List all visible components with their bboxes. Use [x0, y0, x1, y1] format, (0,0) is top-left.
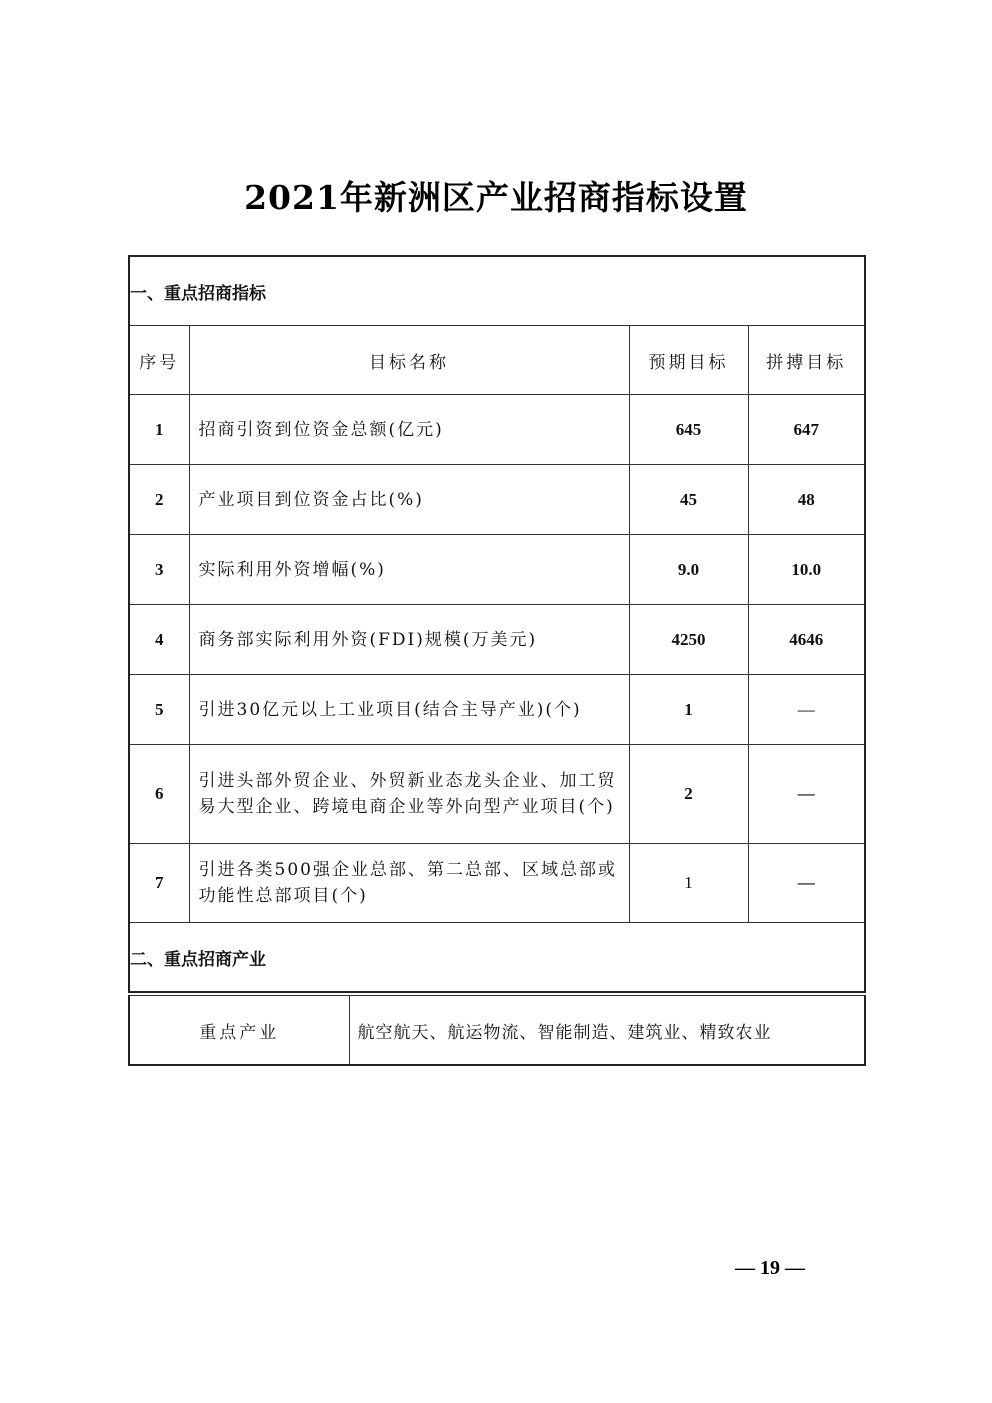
column-header-name: 目标名称 — [189, 326, 629, 395]
row-no: 1 — [129, 395, 189, 465]
table-row — [129, 844, 865, 923]
page-number: — 19 — — [735, 1257, 805, 1279]
table-row — [129, 395, 865, 465]
row-no: 4 — [129, 605, 189, 675]
column-header-no: 序号 — [129, 326, 189, 395]
table-header-row — [129, 326, 865, 395]
row-expected: 45 — [629, 465, 748, 535]
table-row — [129, 605, 865, 675]
industry-table — [128, 995, 866, 1066]
row-expected: 645 — [629, 395, 748, 465]
row-expected: 9.0 — [629, 535, 748, 605]
row-name: 引进头部外贸企业、外贸新业态龙头企业、加工贸易大型企业、跨境电商企业等外向型产业项目(个) — [189, 745, 629, 844]
row-no: 3 — [129, 535, 189, 605]
table-row — [129, 745, 865, 844]
section1-heading: 一、重点招商指标 — [129, 256, 865, 326]
row-no: 7 — [129, 844, 189, 923]
row-stretch: 4646 — [748, 605, 865, 675]
row-stretch: 10.0 — [748, 535, 865, 605]
row-no: 5 — [129, 675, 189, 745]
row-name: 引进30亿元以上工业项目(结合主导产业)(个) — [189, 675, 629, 745]
key-industry-label: 重点产业 — [129, 996, 349, 1066]
row-name: 产业项目到位资金占比(%) — [189, 465, 629, 535]
section2-heading: 二、重点招商产业 — [129, 923, 865, 992]
column-header-stretch: 拼搏目标 — [748, 326, 865, 395]
row-stretch: 647 — [748, 395, 865, 465]
row-no: 6 — [129, 745, 189, 844]
row-name: 商务部实际利用外资(FDI)规模(万美元) — [189, 605, 629, 675]
table-row — [129, 465, 865, 535]
row-stretch: 48 — [748, 465, 865, 535]
row-stretch: — — [748, 844, 865, 923]
table-row — [129, 535, 865, 605]
row-no: 2 — [129, 465, 189, 535]
key-industry-row — [129, 996, 865, 1066]
row-name: 招商引资到位资金总额(亿元) — [189, 395, 629, 465]
row-stretch: — — [748, 675, 865, 745]
row-stretch: — — [748, 745, 865, 844]
row-expected: 4250 — [629, 605, 748, 675]
section1-heading-row — [129, 256, 865, 326]
indicator-table — [128, 255, 866, 993]
section2-heading-row — [129, 923, 865, 992]
document-title: 2021年新洲区产业招商指标设置 — [244, 178, 748, 217]
column-header-expected: 预期目标 — [629, 326, 748, 395]
row-name: 引进各类500强企业总部、第二总部、区域总部或功能性总部项目(个) — [189, 844, 629, 923]
row-expected: 1 — [629, 844, 748, 923]
row-expected: 1 — [629, 675, 748, 745]
row-name: 实际利用外资增幅(%) — [189, 535, 629, 605]
table-row — [129, 675, 865, 745]
key-industry-value: 航空航天、航运物流、智能制造、建筑业、精致农业 — [349, 996, 865, 1066]
row-expected: 2 — [629, 745, 748, 844]
